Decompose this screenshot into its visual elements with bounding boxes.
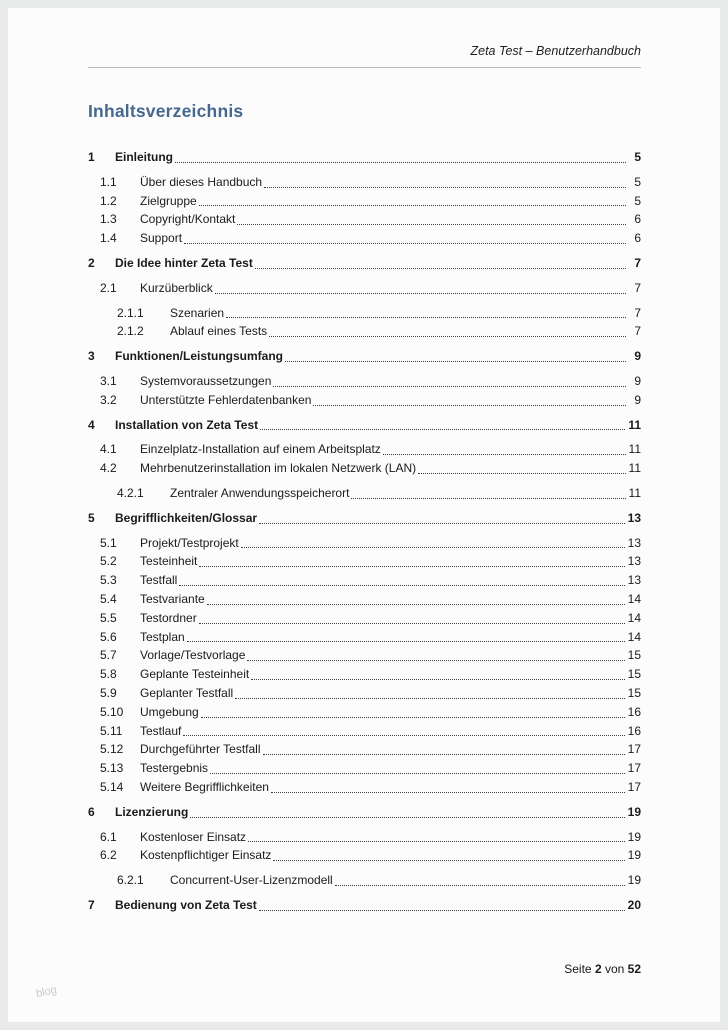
toc-entry-label: Kostenloser Einsatz: [140, 829, 247, 844]
toc-entry-number: 5.14: [100, 779, 124, 794]
toc-entry-page: 20: [627, 897, 641, 912]
toc-leader-dots: [210, 773, 625, 774]
page-title: Inhaltsverzeichnis: [88, 101, 244, 121]
toc-entry-label: Durchgeführter Testfall: [140, 742, 261, 757]
toc-leader-dots: [271, 792, 625, 793]
toc-entry-label: Mehrbenutzerinstallation im lokalen Netzwerk (LAN): [140, 461, 417, 476]
footer-label-page: Seite: [564, 962, 595, 976]
toc-leader-dots: [285, 361, 626, 362]
toc-entry: [88, 552, 641, 571]
toc-entry-number: 5.1: [100, 535, 117, 550]
toc-leader-dots: [259, 910, 625, 911]
toc-entry: [88, 871, 641, 890]
toc-entry-number: 6.2: [100, 848, 117, 863]
toc-entry: [88, 192, 641, 211]
toc-entry-label: Testordner: [140, 610, 197, 625]
toc-leader-dots: [251, 679, 624, 680]
toc-entry-page: 6: [634, 231, 641, 246]
toc-leader-dots: [313, 405, 626, 406]
toc-entry-number: 1.2: [100, 193, 117, 208]
toc-entry-label: Geplanter Testfall: [140, 685, 234, 700]
toc-entry-page: 5: [634, 150, 641, 164]
toc-entry: [88, 740, 641, 759]
toc-entry-page: 5: [634, 193, 641, 208]
toc-leader-dots: [237, 224, 626, 225]
toc-entry: [88, 173, 641, 192]
toc-entry-label: Die Idee hinter Zeta Test: [115, 255, 253, 270]
toc-entry-page: 5: [634, 174, 641, 189]
watermark: blog: [34, 983, 58, 1001]
toc-entry: [88, 372, 641, 391]
running-header: [88, 44, 641, 68]
toc-entry-label: Systemvoraussetzungen: [140, 373, 272, 388]
toc-entry-page: 7: [634, 280, 641, 295]
toc-entry-page: 13: [627, 510, 641, 525]
toc-entry-label: Testergebnis: [140, 761, 209, 776]
toc-entry-page: 7: [634, 255, 641, 270]
toc-entry-number: 2.1.2: [117, 324, 144, 339]
toc-entry-number: 1.4: [100, 231, 117, 246]
toc-leader-dots: [273, 860, 624, 861]
toc-entry-page: 15: [627, 648, 641, 663]
toc-entry: [88, 148, 641, 167]
toc-entry: [88, 391, 641, 410]
toc-list: [88, 148, 641, 915]
toc-entry-page: 13: [627, 554, 641, 569]
toc-entry: [88, 571, 641, 590]
toc-entry: [88, 279, 641, 298]
toc-entry-number: 6.1: [100, 829, 117, 844]
toc-entry: [88, 646, 641, 665]
toc-entry: [88, 803, 641, 822]
toc-entry-page: 6: [634, 212, 641, 227]
toc-leader-dots: [201, 717, 625, 718]
toc-entry-number: 1.3: [100, 212, 117, 227]
toc-leader-dots: [190, 817, 624, 818]
toc-entry-label: Unterstützte Fehlerdatenbanken: [140, 392, 312, 407]
toc-entry: [88, 322, 641, 341]
toc-entry: [88, 440, 641, 459]
toc-entry-number: 5.9: [100, 685, 117, 700]
document-page: [8, 8, 720, 1022]
toc-leader-dots: [273, 386, 626, 387]
toc-entry-page: 7: [634, 305, 641, 320]
toc-leader-dots: [248, 841, 625, 842]
toc-entry: [88, 534, 641, 553]
toc-entry: [88, 703, 641, 722]
toc-entry-number: 2: [88, 255, 95, 270]
toc-entry: [88, 484, 641, 503]
toc-entry-label: Support: [140, 231, 183, 246]
toc-entry-label: Bedienung von Zeta Test: [115, 897, 257, 912]
toc-entry-label: Begrifflichkeiten/Glossar: [115, 510, 258, 525]
toc-leader-dots: [175, 162, 626, 163]
toc-leader-dots: [183, 735, 624, 736]
toc-entry: [88, 665, 641, 684]
toc-leader-dots: [247, 660, 624, 661]
toc-entry-page: 11: [628, 417, 641, 432]
toc-entry-page: 14: [627, 610, 641, 625]
toc-entry-label: Testvariante: [140, 591, 205, 606]
toc-entry-page: 13: [627, 535, 641, 550]
toc-leader-dots: [383, 454, 626, 455]
toc-entry-label: Weitere Begrifflichkeiten: [140, 779, 269, 794]
toc-entry-page: 14: [627, 591, 641, 606]
toc-leader-dots: [235, 698, 624, 699]
toc-entry: [88, 509, 641, 528]
toc-entry-page: 19: [627, 848, 641, 863]
toc-leader-dots: [187, 641, 625, 642]
toc-entry-number: 5.6: [100, 629, 117, 644]
toc-entry-page: 15: [627, 685, 641, 700]
toc-entry-label: Einleitung: [115, 150, 173, 164]
toc-entry-number: 5.5: [100, 610, 117, 625]
toc-entry-label: Testlauf: [140, 723, 182, 738]
toc-entry: [88, 684, 641, 703]
footer-total-pages: 52: [627, 962, 641, 976]
toc-entry-label: Funktionen/Leistungsumfang: [115, 349, 283, 364]
toc-entry: [88, 609, 641, 628]
toc-entry-label: Projekt/Testprojekt: [140, 535, 239, 550]
toc-leader-dots: [226, 317, 626, 318]
toc-entry-number: 4: [88, 417, 95, 432]
toc-entry-page: 19: [627, 873, 641, 888]
toc-entry-number: 6: [88, 804, 95, 819]
toc-leader-dots: [418, 473, 625, 474]
toc-entry-label: Lizenzierung: [115, 804, 189, 819]
toc-entry-number: 2.1: [100, 280, 117, 295]
toc-entry-number: 5.12: [100, 742, 124, 757]
toc-entry-page: 19: [627, 804, 641, 819]
toc-entry: [88, 828, 641, 847]
toc-entry: [88, 304, 641, 323]
toc-entry-number: 5.10: [100, 704, 124, 719]
toc-entry-label: Geplante Testeinheit: [140, 667, 250, 682]
toc-entry-number: 2.1.1: [117, 305, 144, 320]
toc-leader-dots: [351, 498, 625, 499]
toc-entry-label: Zentraler Anwendungsspeicherort: [170, 485, 350, 500]
toc-entry-number: 5.2: [100, 554, 117, 569]
toc-entry: [88, 778, 641, 797]
toc-entry: [88, 846, 641, 865]
toc-entry-label: Testeinheit: [140, 554, 198, 569]
toc-entry-label: Vorlage/Testvorlage: [140, 648, 246, 663]
toc-leader-dots: [269, 336, 626, 337]
toc-entry-label: Kostenpflichtiger Einsatz: [140, 848, 272, 863]
toc-entry: [88, 628, 641, 647]
toc-entry-page: 16: [627, 723, 641, 738]
toc-entry-page: 14: [627, 629, 641, 644]
toc-entry-label: Testfall: [140, 573, 178, 588]
footer-page-number: 2: [594, 962, 602, 976]
toc-leader-dots: [199, 623, 625, 624]
toc-entry-number: 4.2.1: [117, 485, 144, 500]
toc-entry-label: Szenarien: [170, 305, 225, 320]
toc-entry-page: 19: [627, 829, 641, 844]
toc-entry-number: 4.1: [100, 442, 117, 457]
toc-entry-label: Zielgruppe: [140, 193, 197, 208]
toc-entry-number: 4.2: [100, 461, 117, 476]
running-header-text: Zeta Test – Benutzerhandbuch: [470, 44, 641, 58]
toc-leader-dots: [184, 243, 626, 244]
toc-leader-dots: [215, 293, 626, 294]
toc-entry-number: 7: [88, 897, 95, 912]
toc-entry: [88, 722, 641, 741]
toc-entry: [88, 416, 641, 435]
toc-entry-page: 9: [634, 349, 641, 364]
toc-leader-dots: [179, 585, 624, 586]
toc-entry-number: 3: [88, 349, 95, 364]
toc-entry-label: Copyright/Kontakt: [140, 212, 236, 227]
toc-entry: [88, 459, 641, 478]
toc-entry-page: 9: [634, 373, 641, 388]
toc-entry-page: 13: [627, 573, 641, 588]
toc-entry-label: Einzelplatz-Installation auf einem Arbeitsplatz: [140, 442, 381, 457]
toc-entry-number: 5.13: [100, 761, 124, 776]
toc-leader-dots: [255, 268, 626, 269]
toc-entry-label: Installation von Zeta Test: [115, 417, 259, 432]
toc-entry: [88, 347, 641, 366]
toc-entry-page: 11: [628, 461, 641, 476]
toc-entry-label: Ablauf eines Tests: [170, 324, 268, 339]
toc-entry-number: 5.11: [100, 723, 123, 738]
toc-entry-page: 11: [628, 442, 641, 457]
toc-entry-number: 1: [88, 150, 95, 164]
toc-entry-number: 1.1: [100, 174, 117, 189]
toc-entry: [88, 896, 641, 915]
toc-entry-number: 5.7: [100, 648, 117, 663]
toc-entry-label: Über dieses Handbuch: [140, 174, 263, 189]
toc-leader-dots: [241, 547, 625, 548]
toc-entry-number: 5.8: [100, 667, 117, 682]
toc-entry: [88, 210, 641, 229]
toc-entry: [88, 759, 641, 778]
toc-entry: [88, 229, 641, 248]
toc-entry: [88, 254, 641, 273]
toc-entry-page: 7: [634, 324, 641, 339]
toc-leader-dots: [260, 429, 625, 430]
toc-entry-label: Concurrent-User-Lizenzmodell: [170, 873, 333, 888]
toc-entry-number: 3.2: [100, 392, 117, 407]
toc-entry-page: 17: [627, 779, 641, 794]
toc-entry-label: Umgebung: [140, 704, 199, 719]
toc-entry-page: 17: [627, 761, 641, 776]
toc-leader-dots: [199, 566, 624, 567]
toc-entry-label: Kurzüberblick: [140, 280, 213, 295]
toc-entry-number: 5: [88, 510, 95, 525]
toc-entry-label: Testplan: [140, 629, 185, 644]
toc-entry-number: 5.3: [100, 573, 117, 588]
toc-leader-dots: [335, 885, 625, 886]
page-footer: [564, 962, 641, 976]
toc-entry-page: 11: [628, 485, 641, 500]
toc-leader-dots: [264, 187, 626, 188]
toc-entry: [88, 590, 641, 609]
toc-entry-page: 16: [627, 704, 641, 719]
toc-entry-page: 15: [627, 667, 641, 682]
toc-leader-dots: [199, 205, 626, 206]
toc-leader-dots: [207, 604, 625, 605]
toc-entry-page: 9: [634, 392, 641, 407]
toc-leader-dots: [263, 754, 625, 755]
toc-entry-number: 3.1: [100, 373, 117, 388]
toc-entry-number: 6.2.1: [117, 873, 144, 888]
toc-entry-page: 17: [627, 742, 641, 757]
toc-leader-dots: [259, 523, 625, 524]
footer-label-of: von: [601, 962, 628, 976]
toc-entry-number: 5.4: [100, 591, 117, 606]
